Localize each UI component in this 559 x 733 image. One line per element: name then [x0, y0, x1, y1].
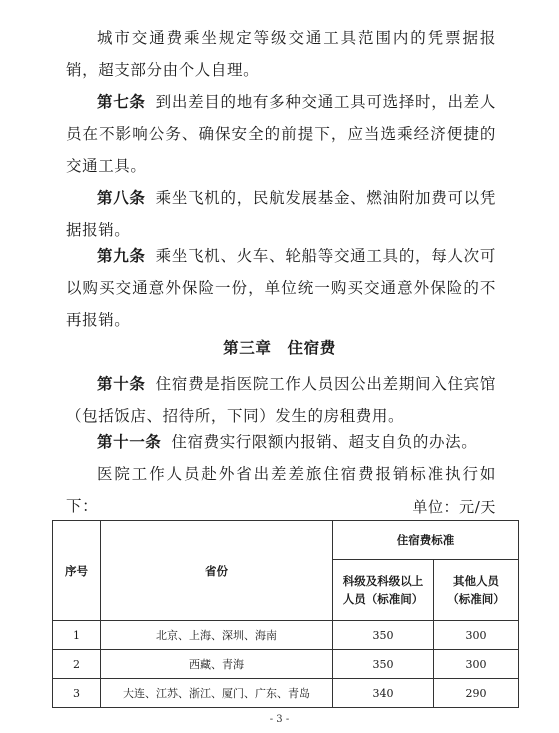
unit-label: 单位：元/天 [412, 498, 496, 516]
paragraph-article-10 [66, 368, 496, 432]
cell-senior: 350 [333, 650, 434, 679]
chapter-title: 第三章 住宿费 [223, 339, 336, 357]
paragraph-article-9 [66, 240, 496, 336]
cell-other: 300 [434, 650, 519, 679]
paragraph-text: 到出差目的地有多种交通工具可选择时，出差人员在不影响公务、确保安全的前提下，应当选乘经济便捷的交通工具。 [66, 93, 496, 175]
article-label: 第十一条 [97, 433, 162, 451]
table-row [53, 621, 519, 650]
cell-senior: 340 [333, 679, 434, 708]
header-senior: 科级及科级以上人员（标准间） [333, 560, 434, 621]
cell-no: 1 [53, 621, 101, 650]
paragraph-text: 医院工作人员赴外省出差差旅住宿费报销标准执行如下： [66, 465, 496, 515]
paragraph-text: 乘坐飞机的，民航发展基金、燃油附加费可以凭据报销。 [66, 189, 496, 239]
table-row [53, 650, 519, 679]
cell-province: 北京、上海、深圳、海南 [101, 621, 333, 650]
paragraph-article-7 [66, 86, 496, 182]
page-number: - 3 - [269, 714, 290, 725]
article-label: 第七条 [97, 93, 146, 111]
cell-no: 3 [53, 679, 101, 708]
article-label: 第九条 [97, 247, 146, 265]
cell-senior: 350 [333, 621, 434, 650]
paragraph-city-transport [66, 22, 496, 86]
lodging-standard-table [52, 520, 519, 708]
paragraph-text: 住宿费是指医院工作人员因公出差期间入住宾馆（包括饭店、招待所，下同）发生的房租费用。 [66, 375, 496, 425]
cell-no: 2 [53, 650, 101, 679]
table-row [53, 679, 519, 708]
table-header-row [53, 521, 519, 560]
header-no: 序号 [53, 521, 101, 621]
paragraph-text: 住宿费实行限额内报销、超支自负的办法。 [171, 433, 478, 451]
cell-other: 300 [434, 621, 519, 650]
cell-province: 大连、江苏、浙江、厦门、广东、青岛 [101, 679, 333, 708]
paragraph-text: 城市交通费乘坐规定等级交通工具范围内的凭票据报销，超支部分由个人自理。 [66, 29, 496, 79]
cell-other: 290 [434, 679, 519, 708]
paragraph-article-11 [66, 426, 496, 458]
cell-province: 西藏、青海 [101, 650, 333, 679]
paragraph-text: 乘坐飞机、火车、轮船等交通工具的，每人次可以购买交通意外保险一份，单位统一购买交通意外保险的不再报销。 [66, 247, 496, 329]
header-standard: 住宿费标准 [333, 521, 519, 560]
article-label: 第十条 [97, 375, 146, 393]
paragraph-article-8 [66, 182, 496, 246]
article-label: 第八条 [97, 189, 146, 207]
header-province: 省份 [101, 521, 333, 621]
header-other: 其他人员（标准间） [434, 560, 519, 621]
